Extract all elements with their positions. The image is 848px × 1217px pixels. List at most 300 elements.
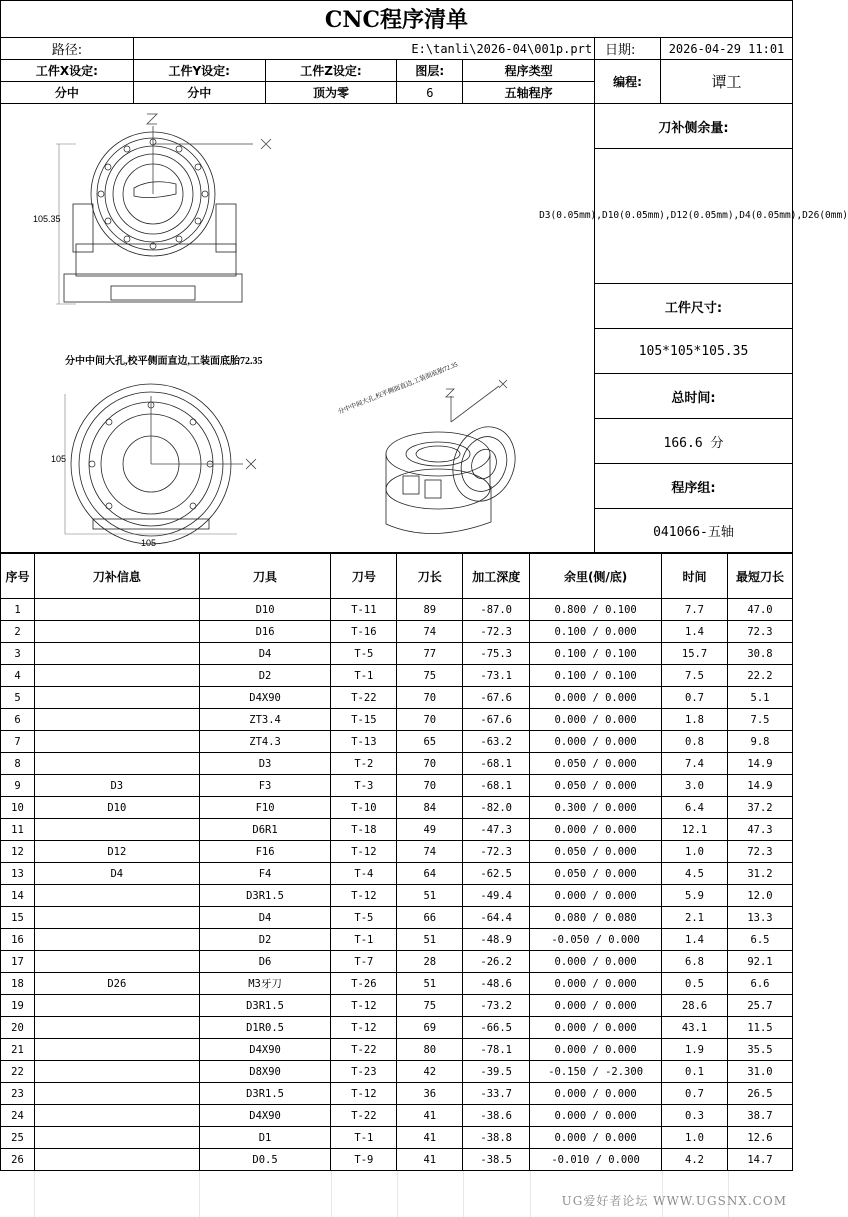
cell-depth: -78.1 — [463, 1039, 530, 1061]
table-row — [1, 665, 793, 687]
cell-depth: -87.0 — [463, 599, 530, 621]
iso-axes — [446, 380, 507, 422]
front-view — [56, 132, 242, 304]
cell-tool: D16 — [199, 621, 331, 643]
cell-comp-info: D12 — [34, 841, 199, 863]
table-row — [1, 643, 793, 665]
cell-allowance: -0.010 / 0.000 — [530, 1149, 662, 1171]
cell-tool: D1 — [199, 1127, 331, 1149]
table-row — [1, 951, 793, 973]
cell-tool-length: 51 — [397, 929, 463, 951]
cell-tool: D0.5 — [199, 1149, 331, 1171]
cell-comp-info — [34, 731, 199, 753]
cell-time: 6.8 — [662, 951, 728, 973]
cell-index: 5 — [1, 687, 35, 709]
cell-allowance: 0.000 / 0.000 — [530, 1017, 662, 1039]
cell-depth: -26.2 — [463, 951, 530, 973]
cell-min-length: 9.8 — [727, 731, 792, 753]
table-row — [1, 863, 793, 885]
cell-index: 16 — [1, 929, 35, 951]
cell-allowance: 0.000 / 0.000 — [530, 885, 662, 907]
cell-tool: D6R1 — [199, 819, 331, 841]
cell-tool-no: T-7 — [331, 951, 397, 973]
cell-time: 6.4 — [662, 797, 728, 819]
tool-table-body — [1, 599, 793, 1171]
cell-min-length: 31.0 — [727, 1061, 792, 1083]
cell-comp-info — [34, 643, 199, 665]
cell-tool-length: 36 — [397, 1083, 463, 1105]
cell-comp-info — [34, 687, 199, 709]
cell-time: 12.1 — [662, 819, 728, 841]
cell-comp-info — [34, 1127, 199, 1149]
program-group-value: 041066-五轴 — [594, 508, 793, 553]
cell-tool: D4 — [199, 907, 331, 929]
stock-size-value: 105*105*105.35 — [594, 328, 793, 374]
table-row — [1, 929, 793, 951]
table-row — [1, 797, 793, 819]
cell-tool: ZT4.3 — [199, 731, 331, 753]
top-axes — [151, 396, 256, 469]
programmer-label: 编程: — [595, 60, 661, 104]
cell-allowance: 0.100 / 0.000 — [530, 621, 662, 643]
cell-tool-length: 75 — [397, 665, 463, 687]
cell-time: 0.1 — [662, 1061, 728, 1083]
cell-allowance: 0.000 / 0.000 — [530, 731, 662, 753]
cell-time: 0.7 — [662, 687, 728, 709]
x-setting-label: 工件X设定: — [1, 60, 134, 82]
iso-setup-note: 分中中间大孔,校平侧面直边,工装面底胎72.35 — [337, 361, 459, 416]
cell-tool-length: 70 — [397, 687, 463, 709]
cell-index: 2 — [1, 621, 35, 643]
cell-depth: -63.2 — [463, 731, 530, 753]
y-setting-value: 分中 — [133, 82, 265, 104]
cell-tool: D1R0.5 — [199, 1017, 331, 1039]
table-row — [1, 753, 793, 775]
cell-index: 21 — [1, 1039, 35, 1061]
cell-tool-length: 70 — [397, 753, 463, 775]
col-tool-no: 刀号 — [331, 554, 397, 599]
cell-tool-no: T-22 — [331, 1039, 397, 1061]
table-row — [1, 775, 793, 797]
cell-min-length: 14.9 — [727, 753, 792, 775]
cell-index: 11 — [1, 819, 35, 841]
cell-tool: D4X90 — [199, 687, 331, 709]
cell-time: 28.6 — [662, 995, 728, 1017]
cell-min-length: 35.5 — [727, 1039, 792, 1061]
cell-time: 43.1 — [662, 1017, 728, 1039]
cell-tool-no: T-11 — [331, 599, 397, 621]
cell-tool-length: 41 — [397, 1127, 463, 1149]
cell-time: 1.4 — [662, 929, 728, 951]
cell-tool-length: 65 — [397, 731, 463, 753]
cell-index: 3 — [1, 643, 35, 665]
cell-comp-info: D3 — [34, 775, 199, 797]
date-value: 2026-04-29 11:01 — [660, 38, 792, 60]
isometric-view — [386, 418, 525, 533]
cell-min-length: 30.8 — [727, 643, 792, 665]
table-row — [1, 731, 793, 753]
cell-allowance: -0.150 / -2.300 — [530, 1061, 662, 1083]
sheet-title: CNC程序清单 — [0, 0, 793, 38]
table-row — [1, 1127, 793, 1149]
cell-tool: D8X90 — [199, 1061, 331, 1083]
cell-comp-info — [34, 951, 199, 973]
side-summary-panel — [539, 103, 848, 553]
cell-tool-no: T-15 — [331, 709, 397, 731]
cell-time: 1.9 — [662, 1039, 728, 1061]
cell-index: 6 — [1, 709, 35, 731]
cell-min-length: 47.3 — [727, 819, 792, 841]
cell-tool-length: 74 — [397, 841, 463, 863]
cell-tool-no: T-22 — [331, 687, 397, 709]
cell-tool: ZT3.4 — [199, 709, 331, 731]
x-setting-value: 分中 — [1, 82, 134, 104]
cell-index: 7 — [1, 731, 35, 753]
cell-tool-length: 51 — [397, 885, 463, 907]
table-row — [1, 885, 793, 907]
cell-depth: -73.1 — [463, 665, 530, 687]
cell-index: 26 — [1, 1149, 35, 1171]
cell-comp-info — [34, 929, 199, 951]
table-row — [1, 621, 793, 643]
cell-comp-info — [34, 753, 199, 775]
cell-allowance: 0.050 / 0.000 — [530, 775, 662, 797]
cell-tool: D4 — [199, 643, 331, 665]
cell-comp-info — [34, 1061, 199, 1083]
cell-tool: D4X90 — [199, 1039, 331, 1061]
table-row — [1, 1149, 793, 1171]
table-row — [1, 819, 793, 841]
cell-depth: -39.5 — [463, 1061, 530, 1083]
cell-tool-length: 41 — [397, 1149, 463, 1171]
cell-index: 24 — [1, 1105, 35, 1127]
cell-depth: -82.0 — [463, 797, 530, 819]
cell-time: 1.8 — [662, 709, 728, 731]
cell-min-length: 47.0 — [727, 599, 792, 621]
cell-time: 2.1 — [662, 907, 728, 929]
cell-tool: D6 — [199, 951, 331, 973]
table-row — [1, 973, 793, 995]
cell-tool: F10 — [199, 797, 331, 819]
cell-comp-info — [34, 819, 199, 841]
cell-tool-length: 66 — [397, 907, 463, 929]
cell-tool-length: 89 — [397, 599, 463, 621]
cell-depth: -72.3 — [463, 841, 530, 863]
cell-tool: D3R1.5 — [199, 885, 331, 907]
cell-min-length: 5.1 — [727, 687, 792, 709]
cell-tool-no: T-1 — [331, 1127, 397, 1149]
cell-tool-length: 70 — [397, 709, 463, 731]
cell-index: 22 — [1, 1061, 35, 1083]
cell-depth: -49.4 — [463, 885, 530, 907]
table-row — [1, 841, 793, 863]
cell-tool-no: T-12 — [331, 841, 397, 863]
cell-allowance: -0.050 / 0.000 — [530, 929, 662, 951]
cell-comp-info — [34, 709, 199, 731]
cell-tool-no: T-12 — [331, 1017, 397, 1039]
cell-comp-info — [34, 1017, 199, 1039]
cell-tool-no: T-26 — [331, 973, 397, 995]
cell-tool: F16 — [199, 841, 331, 863]
cell-depth: -48.6 — [463, 973, 530, 995]
cell-time: 1.0 — [662, 1127, 728, 1149]
cell-allowance: 0.050 / 0.000 — [530, 841, 662, 863]
cell-tool-no: T-5 — [331, 907, 397, 929]
comp-allowance-value: D3(0.05mm),D10(0.05mm),D12(0.05mm),D4(0.05mm),D26(0mm) — [594, 148, 793, 284]
cell-min-length: 22.2 — [727, 665, 792, 687]
layer-value: 6 — [397, 82, 463, 104]
col-tool: 刀具 — [199, 554, 331, 599]
dim-bottom-label: 105 — [141, 538, 157, 548]
cell-time: 5.9 — [662, 885, 728, 907]
total-time-value: 166.6 分 — [594, 418, 793, 464]
setup-note: 分中中间大孔,校平侧面直边,工装面底胎72.35 — [65, 356, 263, 367]
table-row — [1, 1061, 793, 1083]
cell-tool: D3 — [199, 753, 331, 775]
path-label: 路径: — [1, 38, 134, 60]
cell-tool: M3牙刀 — [199, 973, 331, 995]
cell-tool: D2 — [199, 665, 331, 687]
cell-index: 12 — [1, 841, 35, 863]
cell-comp-info — [34, 1083, 199, 1105]
cell-tool-no: T-5 — [331, 643, 397, 665]
cell-depth: -48.9 — [463, 929, 530, 951]
cell-index: 25 — [1, 1127, 35, 1149]
program-type-label: 程序类型 — [463, 60, 595, 82]
col-allowance: 余里(侧/底) — [530, 554, 662, 599]
cell-allowance: 0.300 / 0.000 — [530, 797, 662, 819]
cell-tool-no: T-1 — [331, 665, 397, 687]
cell-allowance: 0.000 / 0.000 — [530, 973, 662, 995]
cell-tool-length: 64 — [397, 863, 463, 885]
cell-tool-no: T-1 — [331, 929, 397, 951]
table-row — [1, 687, 793, 709]
cell-min-length: 11.5 — [727, 1017, 792, 1039]
cell-allowance: 0.000 / 0.000 — [530, 995, 662, 1017]
cell-depth: -47.3 — [463, 819, 530, 841]
cell-index: 1 — [1, 599, 35, 621]
stock-size-label: 工件尺寸: — [594, 283, 793, 329]
tool-table-header — [1, 554, 793, 599]
col-min-length: 最短刀长 — [727, 554, 792, 599]
cell-min-length: 72.3 — [727, 621, 792, 643]
cell-depth: -64.4 — [463, 907, 530, 929]
cell-allowance: 0.800 / 0.100 — [530, 599, 662, 621]
cell-tool-length: 80 — [397, 1039, 463, 1061]
cell-min-length: 6.6 — [727, 973, 792, 995]
cell-tool-no: T-23 — [331, 1061, 397, 1083]
table-row — [1, 1017, 793, 1039]
cell-allowance: 0.000 / 0.000 — [530, 951, 662, 973]
cell-depth: -38.8 — [463, 1127, 530, 1149]
cell-comp-info — [34, 665, 199, 687]
layer-label: 图层: — [397, 60, 463, 82]
z-setting-label: 工件Z设定: — [265, 60, 397, 82]
cell-tool-no: T-9 — [331, 1149, 397, 1171]
tool-list-table — [0, 553, 793, 1171]
programmer-value: 谭工 — [660, 60, 792, 104]
path-value: E:\tanli\2026-04\001p.prt — [133, 38, 594, 60]
cell-tool-length: 77 — [397, 643, 463, 665]
cell-tool: F4 — [199, 863, 331, 885]
cell-comp-info: D26 — [34, 973, 199, 995]
cell-tool-length: 41 — [397, 1105, 463, 1127]
cell-depth: -75.3 — [463, 643, 530, 665]
cell-tool-no: T-4 — [331, 863, 397, 885]
cell-tool-length: 42 — [397, 1061, 463, 1083]
cell-tool-length: 75 — [397, 995, 463, 1017]
cell-tool-no: T-12 — [331, 885, 397, 907]
col-comp-info: 刀补信息 — [34, 554, 199, 599]
cell-tool-no: T-18 — [331, 819, 397, 841]
cell-depth: -66.5 — [463, 1017, 530, 1039]
cell-min-length: 31.2 — [727, 863, 792, 885]
cell-min-length: 12.6 — [727, 1127, 792, 1149]
cell-allowance: 0.050 / 0.000 — [530, 863, 662, 885]
cell-allowance: 0.100 / 0.100 — [530, 665, 662, 687]
cell-index: 8 — [1, 753, 35, 775]
cell-depth: -72.3 — [463, 621, 530, 643]
cell-depth: -67.6 — [463, 687, 530, 709]
cell-time: 0.7 — [662, 1083, 728, 1105]
cell-min-length: 13.3 — [727, 907, 792, 929]
cell-tool-no: T-12 — [331, 1083, 397, 1105]
cell-tool-no: T-13 — [331, 731, 397, 753]
cell-tool-no: T-3 — [331, 775, 397, 797]
cell-comp-info — [34, 1105, 199, 1127]
cell-min-length: 14.7 — [727, 1149, 792, 1171]
cell-depth: -38.6 — [463, 1105, 530, 1127]
col-depth: 加工深度 — [463, 554, 530, 599]
cell-time: 15.7 — [662, 643, 728, 665]
table-row — [1, 599, 793, 621]
cell-tool-length: 74 — [397, 621, 463, 643]
cell-tool-length: 84 — [397, 797, 463, 819]
table-row — [1, 1039, 793, 1061]
cell-comp-info — [34, 1149, 199, 1171]
table-row — [1, 907, 793, 929]
comp-allowance-label: 刀补侧余量: — [594, 103, 793, 149]
table-row — [1, 1083, 793, 1105]
cell-depth: -33.7 — [463, 1083, 530, 1105]
cell-time: 0.8 — [662, 731, 728, 753]
cell-index: 23 — [1, 1083, 35, 1105]
table-row — [1, 995, 793, 1017]
cell-time: 7.7 — [662, 599, 728, 621]
cell-time: 0.5 — [662, 973, 728, 995]
col-time: 时间 — [662, 554, 728, 599]
cell-comp-info — [34, 599, 199, 621]
col-tool-length: 刀长 — [397, 554, 463, 599]
cell-tool: D3R1.5 — [199, 1083, 331, 1105]
cell-index: 15 — [1, 907, 35, 929]
cell-min-length: 26.5 — [727, 1083, 792, 1105]
cell-time: 4.5 — [662, 863, 728, 885]
cell-comp-info — [34, 995, 199, 1017]
cell-time: 7.4 — [662, 753, 728, 775]
forum-watermark: UG爱好者论坛 WWW.UGSNX.COM — [561, 1194, 787, 1208]
cell-comp-info — [34, 1039, 199, 1061]
header-info-table — [0, 37, 793, 104]
cell-tool: F3 — [199, 775, 331, 797]
program-type-value: 五轴程序 — [463, 82, 595, 104]
cell-comp-info: D4 — [34, 863, 199, 885]
cell-min-length: 92.1 — [727, 951, 792, 973]
cell-depth: -73.2 — [463, 995, 530, 1017]
cell-index: 10 — [1, 797, 35, 819]
cell-depth: -62.5 — [463, 863, 530, 885]
cell-time: 4.2 — [662, 1149, 728, 1171]
cell-allowance: 0.000 / 0.000 — [530, 1105, 662, 1127]
cell-tool-length: 49 — [397, 819, 463, 841]
cell-min-length: 7.5 — [727, 709, 792, 731]
part-drawing-area — [0, 103, 595, 553]
dim-height-label: 105.35 — [33, 214, 61, 224]
cell-allowance: 0.080 / 0.080 — [530, 907, 662, 929]
cell-min-length: 37.2 — [727, 797, 792, 819]
cell-time: 0.3 — [662, 1105, 728, 1127]
dim-side-label: 105 — [51, 454, 67, 464]
cell-index: 4 — [1, 665, 35, 687]
cell-allowance: 0.000 / 0.000 — [530, 819, 662, 841]
cell-allowance: 0.100 / 0.100 — [530, 643, 662, 665]
table-row — [1, 1105, 793, 1127]
cell-time: 1.4 — [662, 621, 728, 643]
cell-allowance: 0.000 / 0.000 — [530, 1127, 662, 1149]
cell-index: 20 — [1, 1017, 35, 1039]
cell-comp-info — [34, 907, 199, 929]
cell-index: 13 — [1, 863, 35, 885]
cell-allowance: 0.050 / 0.000 — [530, 753, 662, 775]
col-index: 序号 — [1, 554, 35, 599]
cell-index: 9 — [1, 775, 35, 797]
cell-index: 17 — [1, 951, 35, 973]
part-drawing — [1, 104, 596, 554]
cell-depth: -38.5 — [463, 1149, 530, 1171]
cell-depth: -68.1 — [463, 753, 530, 775]
cell-tool-no: T-22 — [331, 1105, 397, 1127]
total-time-label: 总时间: — [594, 373, 793, 419]
cell-min-length: 72.3 — [727, 841, 792, 863]
cell-time: 3.0 — [662, 775, 728, 797]
cell-comp-info: D10 — [34, 797, 199, 819]
z-setting-value: 顶为零 — [265, 82, 397, 104]
cell-depth: -67.6 — [463, 709, 530, 731]
cell-allowance: 0.000 / 0.000 — [530, 687, 662, 709]
cell-time: 1.0 — [662, 841, 728, 863]
cell-comp-info — [34, 621, 199, 643]
date-label: 日期: — [595, 38, 661, 60]
cell-tool-length: 69 — [397, 1017, 463, 1039]
cell-tool-no: T-12 — [331, 995, 397, 1017]
cell-min-length: 12.0 — [727, 885, 792, 907]
table-row — [1, 709, 793, 731]
cell-allowance: 0.000 / 0.000 — [530, 1039, 662, 1061]
cell-tool-no: T-2 — [331, 753, 397, 775]
cell-tool-length: 51 — [397, 973, 463, 995]
cell-index: 18 — [1, 973, 35, 995]
y-setting-label: 工件Y设定: — [133, 60, 265, 82]
cell-depth: -68.1 — [463, 775, 530, 797]
cell-allowance: 0.000 / 0.000 — [530, 1083, 662, 1105]
cell-tool: D3R1.5 — [199, 995, 331, 1017]
cell-min-length: 38.7 — [727, 1105, 792, 1127]
cell-min-length: 25.7 — [727, 995, 792, 1017]
cell-tool-no: T-10 — [331, 797, 397, 819]
cell-tool-length: 70 — [397, 775, 463, 797]
cell-index: 14 — [1, 885, 35, 907]
cell-tool: D10 — [199, 599, 331, 621]
